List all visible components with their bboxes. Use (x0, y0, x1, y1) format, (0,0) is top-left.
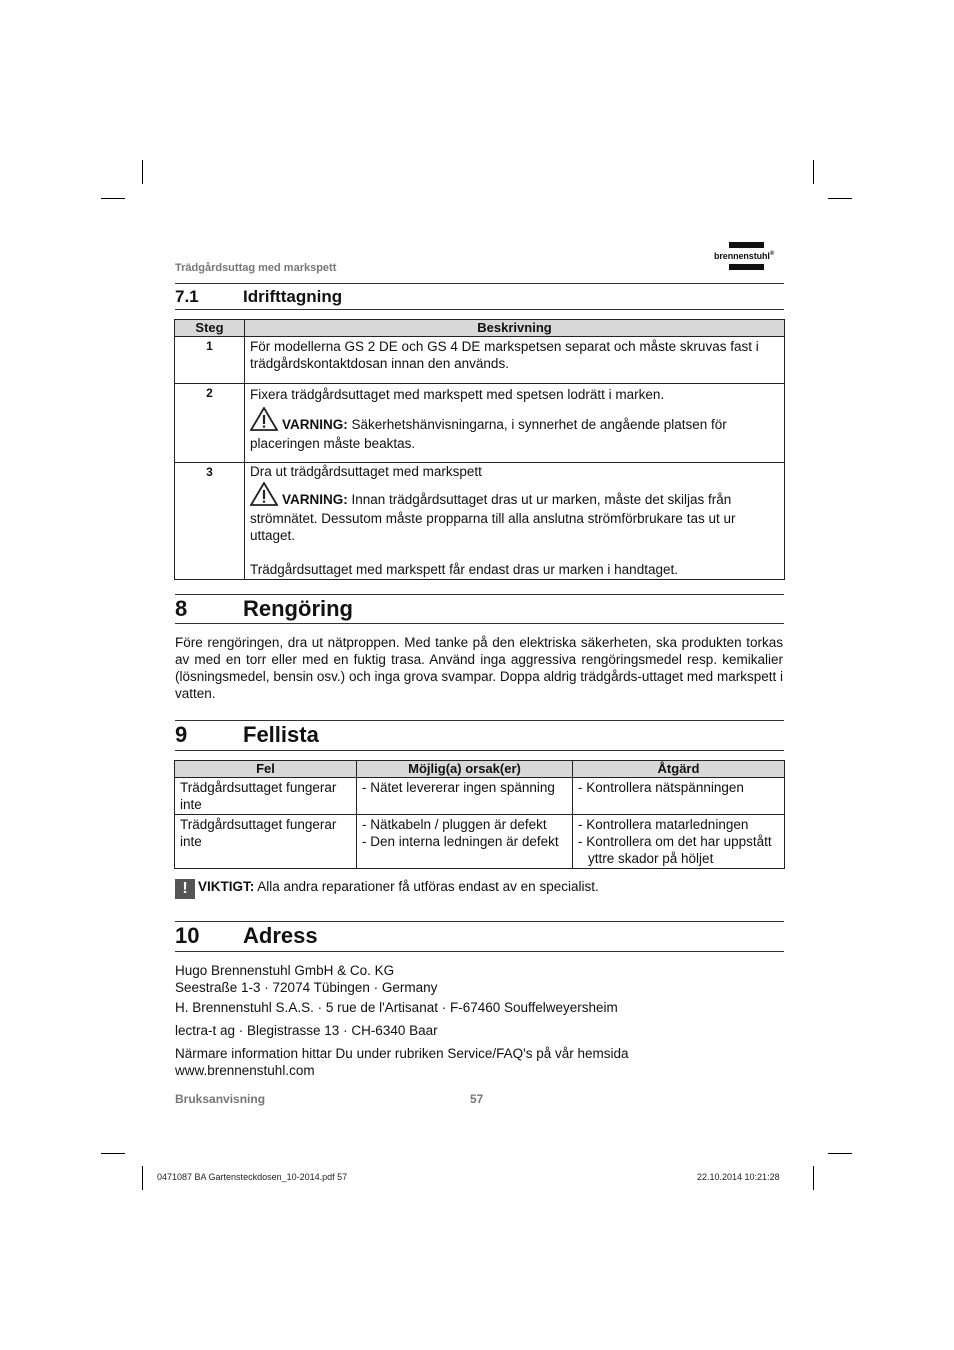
company-name: Hugo Brennenstuhl GmbH & Co. KG (175, 963, 395, 978)
divider (175, 623, 784, 624)
commissioning-table (174, 319, 785, 580)
footer-label: Bruksanvisning (175, 1092, 266, 1106)
table-row (175, 778, 785, 815)
divider (175, 921, 784, 922)
table-row (175, 815, 785, 869)
warning-triangle-icon (250, 407, 278, 435)
warning-block (250, 482, 779, 544)
running-header: Trädgårdsuttag med markspett (175, 262, 337, 274)
swiss-address: lectra-t ag · Blegistrasse 13 · CH-6340 Baar (175, 1023, 438, 1038)
divider (175, 309, 784, 310)
section-number: 9 (175, 722, 188, 747)
important-label: VIKTIGT: (198, 879, 255, 894)
crop-mark (101, 1153, 125, 1154)
logo-mark: ® (769, 251, 775, 257)
warning-text: Innan trädgårdsuttaget dras ut ur marken, måste det skiljas från strömnätet. Dessutom måste propparna till alla anslutna strömförbrukare tas ut ur uttaget. (250, 492, 736, 543)
step-description-cell (245, 463, 785, 580)
fault-cell: Trädgårdsuttaget fungerar inte (175, 778, 357, 815)
divider (175, 750, 784, 751)
step-number: 2 (175, 384, 245, 463)
col-header-action: Åtgärd (573, 761, 785, 778)
table-row (175, 463, 785, 580)
section-number: 10 (175, 923, 200, 948)
cause-item: - Den interna ledningen är defekt (362, 834, 559, 849)
section-number: 8 (175, 596, 188, 621)
logo-text: brennenstuhl (714, 251, 770, 261)
action-item: - Kontrollera om det har uppstått yttre skador på höljet (578, 834, 772, 866)
divider (175, 951, 784, 952)
step-description-cell (245, 384, 785, 463)
print-file-info: 0471087 BA Gartensteckdosen_10-2014.pdf 57 (157, 1172, 348, 1182)
section-heading (175, 596, 353, 622)
crop-mark (828, 1153, 852, 1154)
warning-block (250, 407, 779, 452)
cause-item: - Nätkabeln / pluggen är defekt (362, 817, 547, 832)
step-number: 1 (175, 337, 245, 384)
company-street: Seestraße 1-3 · 72074 Tübingen · Germany (175, 980, 438, 995)
section-title: Rengöring (243, 596, 353, 621)
section-heading (175, 287, 342, 307)
crop-mark (142, 160, 143, 184)
crop-mark (813, 1166, 814, 1190)
col-header-step: Steg (175, 320, 245, 337)
cause-item: - Nätet levererar ingen spänning (362, 780, 555, 795)
step-description: Fixera trädgårdsuttaget med markspett med spetsen lodrätt i marken. (250, 387, 665, 402)
website-link[interactable]: www.brennenstuhl.com (175, 1063, 315, 1078)
exclamation-icon: ! (175, 879, 195, 899)
cause-cell (357, 778, 573, 815)
action-cell (573, 815, 785, 869)
action-item: - Kontrollera nätspänningen (578, 780, 744, 795)
crop-mark (101, 198, 125, 199)
troubleshooting-table (174, 760, 785, 869)
section-title: Adress (243, 923, 318, 948)
france-address: H. Brennenstuhl S.A.S. · 5 rue de l'Artisanat · F-67460 Souffelweyersheim (175, 1000, 618, 1015)
col-header-cause: Möjlig(a) orsak(er) (357, 761, 573, 778)
step-description: Dra ut trädgårdsuttaget med markspett (250, 464, 482, 479)
table-row (175, 384, 785, 463)
cleaning-paragraph: Före rengöringen, dra ut nätproppen. Med tanke på den elektriska säkerheten, ska produkten torkas av med en torr eller med en fuktig trasa. Använd inga aggressiva rengöringsmedel resp. kemikalier (lösningsmedel, bensin osv.) och inga grova svampar. Doppa aldrig trädgårds-uttaget med markspett i vatten. (175, 635, 783, 701)
page-number: 57 (470, 1092, 484, 1106)
cause-cell (357, 815, 573, 869)
table-row (175, 337, 785, 384)
warning-text: Säkerhetshänvisningarna, i synnerhet de angående platsen för placeringen måste beaktas. (250, 417, 727, 451)
divider (175, 720, 784, 721)
section-number: 7.1 (175, 287, 199, 306)
warning-triangle-icon (250, 482, 278, 510)
crop-mark (828, 198, 852, 199)
section-title: Fellista (243, 722, 319, 747)
print-date: 22.10.2014 10:21:28 (697, 1172, 780, 1182)
important-text: Alla andra reparationer få utföras endast av en specialist. (257, 879, 599, 894)
address-block (175, 962, 629, 1079)
divider (175, 594, 784, 595)
col-header-fault: Fel (175, 761, 357, 778)
info-text: Närmare information hittar Du under rubriken Service/FAQ's på vår hemsida (175, 1046, 629, 1061)
section-heading (175, 722, 319, 748)
action-item: - Kontrollera matarledningen (578, 817, 749, 832)
step-number: 3 (175, 463, 245, 580)
action-cell (573, 778, 785, 815)
section-title: Idrifttagning (243, 287, 343, 306)
step-description: För modellerna GS 2 DE och GS 4 DE markspetsen separat och måste skruvas fast i trädgårdskontaktdosan innan den används. (245, 337, 785, 384)
warning-label: VARNING: (282, 417, 348, 432)
step-note: Trädgårdsuttaget med markspett får endast dras ur marken i handtaget. (250, 562, 678, 577)
section-heading (175, 923, 318, 949)
crop-mark (142, 1166, 143, 1190)
crop-mark (813, 160, 814, 184)
fault-cell: Trädgårdsuttaget fungerar inte (175, 815, 357, 869)
divider (175, 283, 784, 284)
warning-label: VARNING: (282, 492, 348, 507)
col-header-description: Beskrivning (245, 320, 785, 337)
important-note (175, 878, 599, 899)
